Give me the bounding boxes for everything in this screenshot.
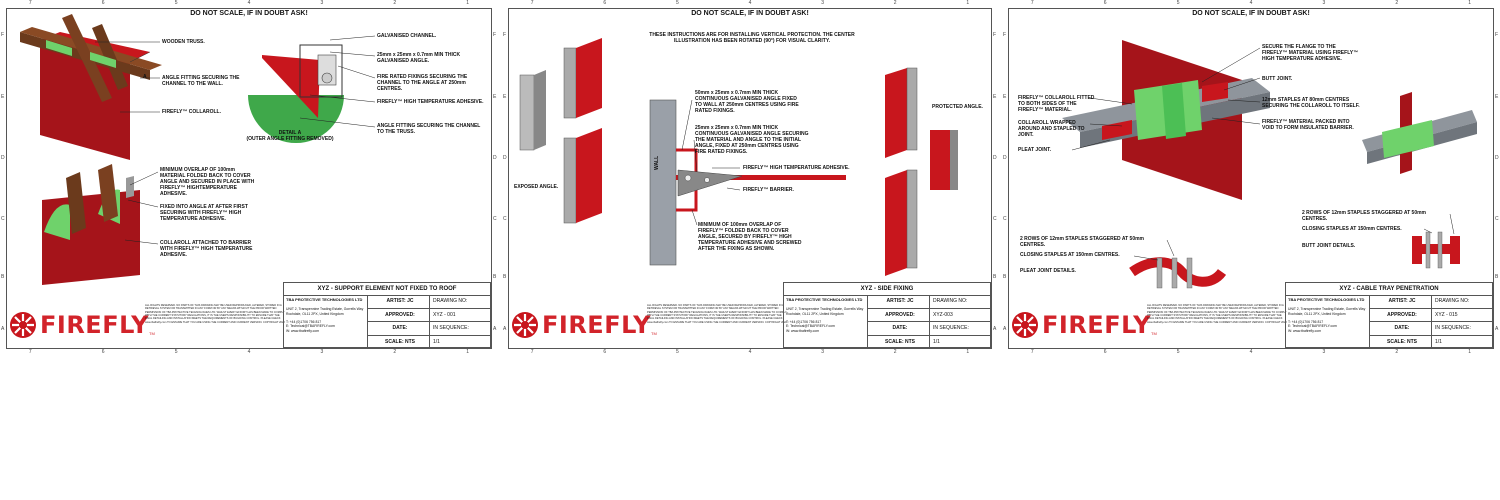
date-field: DATE: <box>368 322 430 336</box>
label-continuous-angle: 50mm x 25mm x 0.7mm MIN THICK CONTINUOUS GALVANISED ANGLE FIXED TO WALL AT 250mm CENTRES USING FIRE RATED FIXINGS. <box>695 90 799 114</box>
zone-rows-left: F E D C B A <box>1 32 5 332</box>
label-butt-joint: BUTT JOINT. <box>1262 76 1293 82</box>
title-grid <box>1370 295 1492 347</box>
drawing-no-label: DRAWING NO: <box>430 295 490 309</box>
zone-rows-right: F E D C B A <box>493 32 497 332</box>
artist-field: ARTIST: JC <box>868 295 930 309</box>
company-name: TBA PROTECTIVE TECHNOLOGIES LTD <box>286 297 363 302</box>
drawing-title: XYZ - SIDE FIXING <box>784 283 990 296</box>
company-name: TBA PROTECTIVE TECHNOLOGIES LTD <box>1288 297 1365 302</box>
do-not-scale-notice: DO NOT SCALE, IF IN DOUBT ASK! <box>190 10 308 17</box>
firefly-logo <box>1011 310 1157 340</box>
label-butt-details: BUTT JOINT DETAILS. <box>1302 243 1356 249</box>
label-packed: FIREFLY™ MATERIAL PACKED INTO VOID TO FORM INSULATED BARRIER. <box>1262 119 1354 131</box>
copyright-notice: ALL RIGHTS RESERVED. NO PARTS OF THIS DRAWING MAY BE USED REPRODUCED, ALTERED, STORED IN A RETRIEVAL SYSTEM OR TRANSMITTED IN ANY FORM OR BY ANY MEANS WITHOUT THE PRIOR WRITTEN PERMISSION OF TBA PROTECTIVE TECHNOLOGIES LTD. WHILST EVERY EFFORT HAS BEEN MADE TO COMPLY WITH THE CURRENT STATUTORY REGULATIONS, IT IS THE USER'S RESPONSIBILITY TO ENSURE THAT THE FINAL DETAILING AND INSTALLATION MEETS THE REQUIREMENTS OF BUILDING CONTROL. PLEASE CHECK www.tbafirefly.com TO ENSURE THAT YOU ARE USING THE CURRENT AND CURRENT VERSION. COPYRIGHT 2022 <box>145 304 285 324</box>
scale-field: SCALE: NTS <box>368 336 430 350</box>
lower-assembly <box>42 164 140 285</box>
leader-lines <box>682 100 740 225</box>
scale-field: SCALE: NTS <box>868 336 930 350</box>
label-galv-channel: GALVANISED CHANNEL. <box>377 33 437 39</box>
company-details <box>784 295 868 349</box>
label-detail-marker: A <box>143 74 147 80</box>
date-field: DATE: <box>868 322 930 336</box>
label-adhesive: FIREFLY™ HIGH TEMPERATURE ADHESIVE. <box>743 165 850 171</box>
zone-columns-bottom: 7 6 5 4 3 2 1 <box>1030 349 1472 355</box>
label-adhesive: FIREFLY™ HIGH TEMPERATURE ADHESIVE. <box>377 99 484 105</box>
copyright-notice: ALL RIGHTS RESERVED. NO PARTS OF THIS DRAWING MAY BE USED REPRODUCED, ALTERED, STORED IN A RETRIEVAL SYSTEM OR TRANSMITTED IN ANY FORM OR BY ANY MEANS WITHOUT THE PRIOR WRITTEN PERMISSION OF TBA PROTECTIVE TECHNOLOGIES LTD. WHILST EVERY EFFORT HAS BEEN MADE TO COMPLY WITH THE CURRENT STATUTORY REGULATIONS, IT IS THE USER'S RESPONSIBILITY TO ENSURE THAT THE FINAL DETAILING AND INSTALLATION MEETS THE REQUIREMENTS OF BUILDING CONTROL. PLEASE CHECK www.tbafirefly.com TO ENSURE THAT YOU ARE USING THE CURRENT AND CURRENT VERSION. COPYRIGHT 2022 <box>1147 304 1287 324</box>
company-web: W: www.tbafirefly.com <box>286 328 320 333</box>
label-galv-angle: 25mm x 25mm x 0.7mm MIN THICK GALVANISED ANGLE. <box>377 52 461 64</box>
label-overlap: MINIMUM OF 100mm OVERLAP OF FIREFLY™ FOLDED BACK TO COVER ANGLE, SECURED BY FIREFLY™ HIGH TEMPERATURE ADHESIVE AND SCREWED AFTER THE FIXING AS SHOWN. <box>698 222 802 252</box>
label-collaroll: FIREFLY™ COLLAROLL. <box>162 109 221 115</box>
copyright-notice: ALL RIGHTS RESERVED. NO PARTS OF THIS DRAWING MAY BE USED REPRODUCED, ALTERED, STORED IN A RETRIEVAL SYSTEM OR TRANSMITTED IN ANY FORM OR BY ANY MEANS WITHOUT THE PRIOR WRITTEN PERMISSION OF TBA PROTECTIVE TECHNOLOGIES LTD. WHILST EVERY EFFORT HAS BEEN MADE TO COMPLY WITH THE CURRENT STATUTORY REGULATIONS, IT IS THE USER'S RESPONSIBILITY TO ENSURE THAT THE FINAL DETAILING AND INSTALLATION MEETS THE REQUIREMENTS OF BUILDING CONTROL. PLEASE CHECK www.tbafirefly.com TO ENSURE THAT YOU ARE USING THE CURRENT AND CURRENT VERSION. COPYRIGHT 2022 <box>647 304 787 324</box>
label-exposed-angle: EXPOSED ANGLE. <box>514 184 559 190</box>
company-name: TBA PROTECTIVE TECHNOLOGIES LTD <box>786 297 863 302</box>
label-securing-angle: 25mm x 25mm x 0.7mm MIN THICK CONTINUOUS GALVANISED ANGLE SECURING THE MATERIAL AND ANGLE TO THE INITIAL ANGLE, FIXED AT 250mm CENTRES USING FIRE RATED FIXINGS. <box>695 125 809 155</box>
approved-field: APPROVED: <box>368 309 430 323</box>
title-block <box>283 282 491 348</box>
zone-columns-top: 7 6 5 4 3 2 1 <box>28 0 470 6</box>
label-protected-angle: PROTECTED ANGLE. <box>932 104 983 110</box>
firefly-logo <box>9 310 155 340</box>
do-not-scale-notice: DO NOT SCALE, IF IN DOUBT ASK! <box>691 10 809 17</box>
label-detail-note: (OUTER ANGLE FITTING REMOVED) <box>246 136 334 142</box>
label-fixed-angle: FIXED INTO ANGLE AT AFTER FIRST SECURING WITH FIREFLY™ HIGH TEMPERATURE ADHESIVE. <box>160 204 248 222</box>
zone-columns-bottom: 7 6 5 4 3 2 1 <box>530 349 970 355</box>
company-phone: T: +44 (0)1706 756 817 <box>786 320 822 325</box>
logo-wordmark: FIREFLY <box>1042 311 1152 339</box>
label-rows-butt: 2 ROWS OF 12mm STAPLES STAGGERED AT 50mm CENTRES. <box>1302 210 1427 222</box>
secondary-view <box>1362 92 1477 174</box>
title-grid <box>368 295 490 347</box>
exposed-angle-views <box>520 38 602 223</box>
company-address: UNIT 2, Transpennine Trading Estate, Gorrells Way Rochdale, OL11 2PX, United Kingdom <box>786 307 864 316</box>
zone-rows-left: F E D C B A <box>1003 32 1007 332</box>
company-web: W: www.tbafirefly.com <box>1288 328 1322 333</box>
label-angle-fitting-truss: ANGLE FITTING SECURING THE CHANNEL TO THE TRUSS. <box>377 123 481 135</box>
butt-joint-detail <box>1412 232 1460 268</box>
date-field: DATE: <box>1370 322 1432 336</box>
approved-field: APPROVED: <box>868 309 930 323</box>
label-staples-80: 12mm STAPLES AT 80mm CENTRES SECURING THE COLLAROLL TO ITSELF. <box>1262 97 1360 109</box>
drawing-sheet-support-element <box>0 0 498 357</box>
label-angle-fitting-wall: ANGLE FITTING SECURING THE CHANNEL TO THE WALL. <box>162 75 240 87</box>
label-detail-a: DETAIL A <box>278 130 302 136</box>
label-pleat-joint: PLEAT JOINT. <box>1018 147 1051 153</box>
firefly-emblem-icon <box>9 311 37 339</box>
approved-field: APPROVED: <box>1370 309 1432 323</box>
drawing-no-value: XYZ-003 <box>930 309 990 323</box>
label-pleat-details: PLEAT JOINT DETAILS. <box>1020 268 1076 274</box>
label-wooden-truss: WOODEN TRUSS. <box>162 39 205 45</box>
title-block-area <box>509 282 991 348</box>
sequence-value: 1/1 <box>933 338 940 345</box>
logo-wordmark: FIREFLY <box>40 311 150 339</box>
title-block <box>783 282 991 348</box>
drawing-sheet-cable-tray <box>1002 0 1500 357</box>
sequence-value: 1/1 <box>1435 338 1442 345</box>
label-flange: SECURE THE FLANGE TO THE FIREFLY™ MATERIAL USING FIREFLY™ HIGH TEMPERATURE ADHESIVE. <box>1262 44 1359 62</box>
company-details <box>1286 295 1370 349</box>
drawing-no-label: DRAWING NO: <box>1432 295 1492 309</box>
label-wrapped: COLLAROLL WRAPPED AROUND AND STAPLED TO JOINT. <box>1018 120 1085 138</box>
label-overlap: MINIMUM OVERLAP OF 100mm MATERIAL FOLDED BACK TO COVER ANGLE AND SECURED IN PLACE WITH FIREFLY™ HIGHTEMPERATURE ADHESIVE. <box>160 167 255 197</box>
zone-columns-top: 7 6 5 4 3 2 1 <box>1030 0 1472 6</box>
upper-assembly <box>20 14 162 160</box>
company-phone: T: +44 (0)1706 756 817 <box>1288 320 1324 325</box>
firefly-logo <box>511 310 657 340</box>
zone-columns-top: 7 6 5 4 3 2 1 <box>530 0 970 6</box>
label-fire-rated-fixings: FIRE RATED FIXINGS SECURING THE CHANNEL TO THE ANGLE AT 250mm CENTRES. <box>377 74 468 92</box>
company-details <box>284 295 368 349</box>
protected-angle-views <box>885 68 958 276</box>
in-sequence-label: IN SEQUENCE: <box>430 322 490 336</box>
drawing-no-value: XYZ - 015 <box>1432 309 1492 323</box>
company-address: UNIT 2, Transpennine Trading Estate, Gorrells Way Rochdale, OL11 2PX, United Kingdom <box>1288 307 1366 316</box>
title-block-area <box>7 282 491 348</box>
label-collaroll-fitted: FIREFLY™ COLLAROLL FITTED TO BOTH SIDES OF THE FIREFLY™ MATERIAL. <box>1018 95 1095 113</box>
artist-field: ARTIST: JC <box>1370 295 1432 309</box>
firefly-emblem-icon <box>511 311 539 339</box>
drawing-title: XYZ - SUPPORT ELEMENT NOT FIXED TO ROOF <box>284 283 490 296</box>
in-sequence-label: IN SEQUENCE: <box>930 322 990 336</box>
label-rows-pleat: 2 ROWS OF 12mm STAPLES STAGGERED AT 50mm CENTRES. <box>1020 236 1145 248</box>
zone-rows-right: F E D C B A <box>1495 32 1499 332</box>
label-closing-pleat: CLOSING STAPLES AT 150mm CENTRES. <box>1020 252 1120 258</box>
scale-field: SCALE: NTS <box>1370 336 1432 350</box>
company-phone: T: +44 (0)1706 756 817 <box>286 320 322 325</box>
detail-a-circle <box>248 45 344 143</box>
drawing-no-value: XYZ - 001 <box>430 309 490 323</box>
label-barrier: FIREFLY™ BARRIER. <box>743 187 794 193</box>
artist-field: ARTIST: JC <box>368 295 430 309</box>
sequence-value: 1/1 <box>433 338 440 345</box>
logo-tm: TM <box>1151 331 1157 336</box>
in-sequence-label: IN SEQUENCE: <box>1432 322 1492 336</box>
title-block-area <box>1009 282 1493 348</box>
title-block <box>1285 282 1493 348</box>
firefly-emblem-icon <box>1011 311 1039 339</box>
logo-tm: TM <box>651 331 657 336</box>
label-collaroll-barrier: COLLAROLL ATTACHED TO BARRIER WITH FIREFLY™ HIGH TEMPERATURE ADHESIVE. <box>160 240 253 258</box>
do-not-scale-notice: DO NOT SCALE, IF IN DOUBT ASK! <box>1192 10 1310 17</box>
title-grid <box>868 295 990 347</box>
logo-tm: TM <box>149 331 155 336</box>
label-closing-butt: CLOSING STAPLES AT 150mm CENTRES. <box>1302 226 1402 232</box>
company-email: E: Technical@TBAFIREFLY.com <box>1288 324 1337 329</box>
company-web: W: www.tbafirefly.com <box>786 328 820 333</box>
drawing-no-label: DRAWING NO: <box>930 295 990 309</box>
drawing-title: XYZ - CABLE TRAY PENETRATION <box>1286 283 1492 296</box>
zone-rows-left: F E D C B A <box>503 32 507 332</box>
label-wall: WALL <box>654 155 660 170</box>
zone-rows-right: F E D C B A <box>993 32 997 332</box>
company-email: E: Technical@TBAFIREFLY.com <box>286 324 335 329</box>
drawing-sheet-side-fixing <box>502 0 998 357</box>
logo-wordmark: FIREFLY <box>542 311 652 339</box>
installation-instructions: THESE INSTRUCTIONS ARE FOR INSTALLING VERTICAL PROTECTION. THE CENTER ILLUSTRATION HAS BEEN ROTATED (90°) FOR VISUAL CLARITY. <box>649 32 855 45</box>
company-email: E: Technical@TBAFIREFLY.com <box>786 324 835 329</box>
company-address: UNIT 2, Transpennine Trading Estate, Gorrells Way Rochdale, OL11 2PX, United Kingdom <box>286 307 364 316</box>
zone-columns-bottom: 7 6 5 4 3 2 1 <box>28 349 470 355</box>
